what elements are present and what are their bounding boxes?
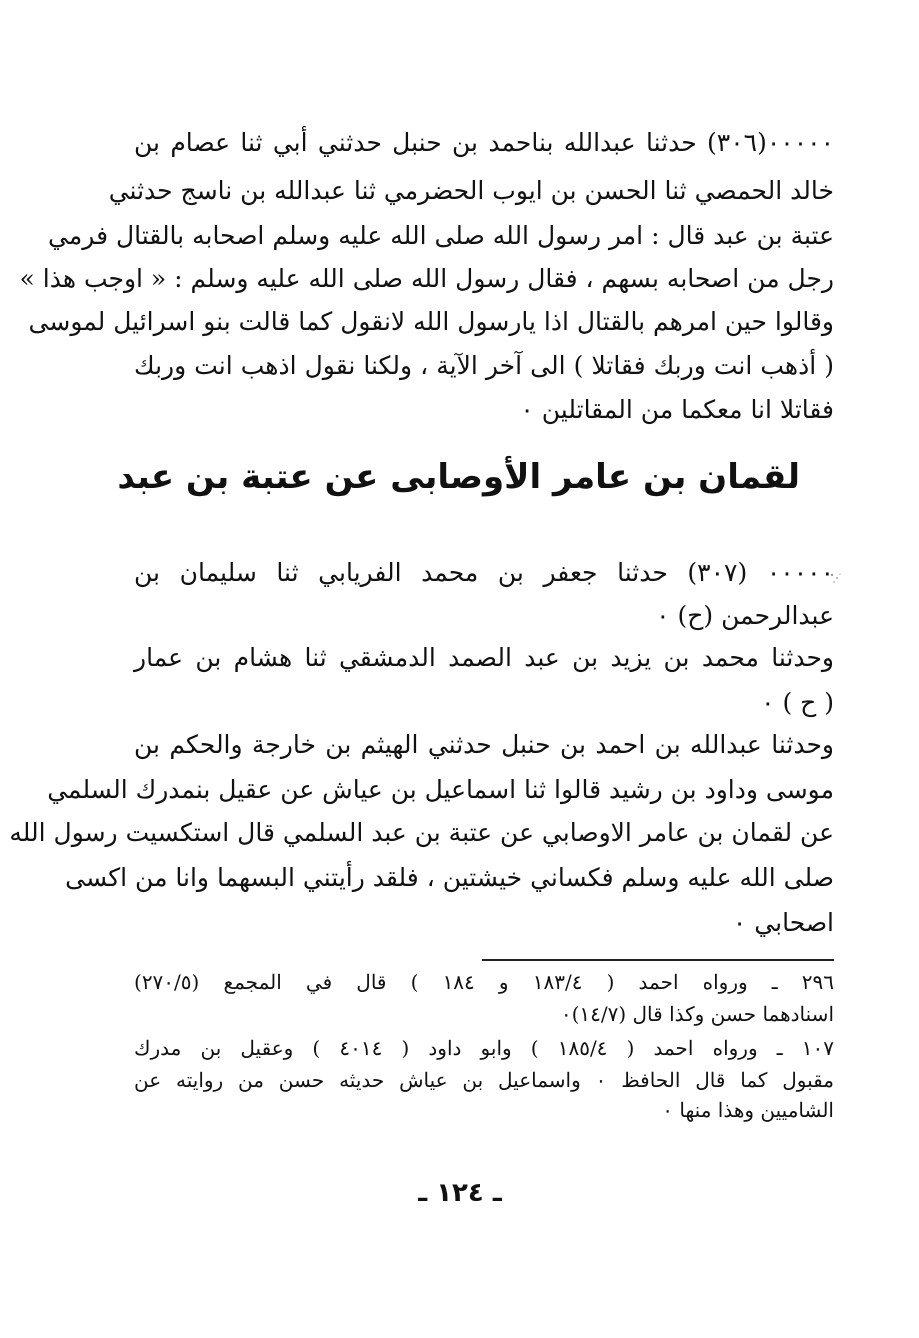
hadith-307-line-4: ( ح ) ٠ (761, 688, 834, 717)
page-number: ـ ١٢٤ ـ (418, 1178, 502, 1208)
hadith-307-line-5: وحدثنا عبدالله بن احمد بن حنبل حدثني الهيثم بن خارجة والحكم بن (134, 730, 834, 759)
section-heading: لقمان بن عامر الأوصابى عن عتبة بن عبد (117, 457, 800, 497)
hadith-306-line-1: ٠٠٠٠٠(٣٠٦) حدثنا عبدالله بناحمد بن حنبل حدثني أبي ثنا عصام بن (134, 128, 834, 157)
footnote-line-2: اسنادهما حسن وكذا قال (١٤/٧)٠ (560, 1002, 834, 1026)
hadith-306-line-7: فقاتلا انا معكما من المقاتلين ٠ (520, 395, 834, 424)
hadith-307-line-1: ٠٠٠٠٠ (٣٠٧) حدثنا جعفر بن محمد الفريابي ثنا سليمان بن (134, 558, 834, 587)
hadith-307-line-6: موسى وداود بن رشيد قالوا ثنا اسماعيل بن عياش عن عقيل بنمدرك السلمي (47, 775, 834, 804)
hadith-306-line-5: وقالوا حين امرهم بالقتال اذا يارسول الله لانقول كما قالت بنو اسرائيل لموسى (28, 307, 834, 336)
footnote-divider (482, 959, 834, 961)
hadith-307-line-3: وحدثنا محمد بن يزيد بن عبد الصمد الدمشقي ثنا هشام بن عمار (134, 643, 834, 672)
hadith-307-line-7: عن لقمان بن عامر الاوصابي عن عتبة بن عبد السلمي قال استكسيت رسول الله (9, 818, 834, 847)
hadith-307-line-9: اصحابي ٠ (732, 908, 834, 937)
hadith-306-line-6: ( أذهب انت وربك فقاتلا ) الى آخر الآية ، ولكنا نقول اذهب انت وربك (134, 351, 834, 380)
footnote-line-4: مقبول كما قال الحافظ ٠ واسماعيل بن عياش حديثه حسن من روايته عن (134, 1068, 834, 1092)
hadith-307-line-2: عبدالرحمن (ح) ٠ (656, 601, 834, 630)
hadith-306-line-2: خالد الحمصي ثنا الحسن بن ايوب الحضرمي ثنا عبدالله بن ناسج حدثني (108, 176, 834, 205)
hadith-306-line-3: عتبة بن عبد قال : امر رسول الله صلى الله عليه وسلم اصحابه بالقتال فرمي (48, 221, 834, 250)
footnote-line-5: الشاميين وهذا منها ٠ (662, 1098, 834, 1122)
hadith-307-line-8: صلى الله عليه وسلم فكساني خيشتين ، فلقد رأيتني البسهما وانا من اكسى (65, 863, 834, 892)
footnote-line-1: ٢٩٦ ـ ورواه احمد ( ١٨٣/٤ و ١٨٤ ) قال في المجمع (٢٧٠/٥) (134, 970, 835, 994)
hadith-306-line-4: رجل من اصحابه بسهم ، فقال رسول الله صلى الله عليه وسلم : « اوجب هذا » (19, 264, 834, 293)
footnote-line-3: ١٠٧ ـ ورواه احمد ( ١٨٥/٤ ) وابو داود ( ٤٠١٤ ) وعقيل بن مدرك (134, 1036, 834, 1060)
